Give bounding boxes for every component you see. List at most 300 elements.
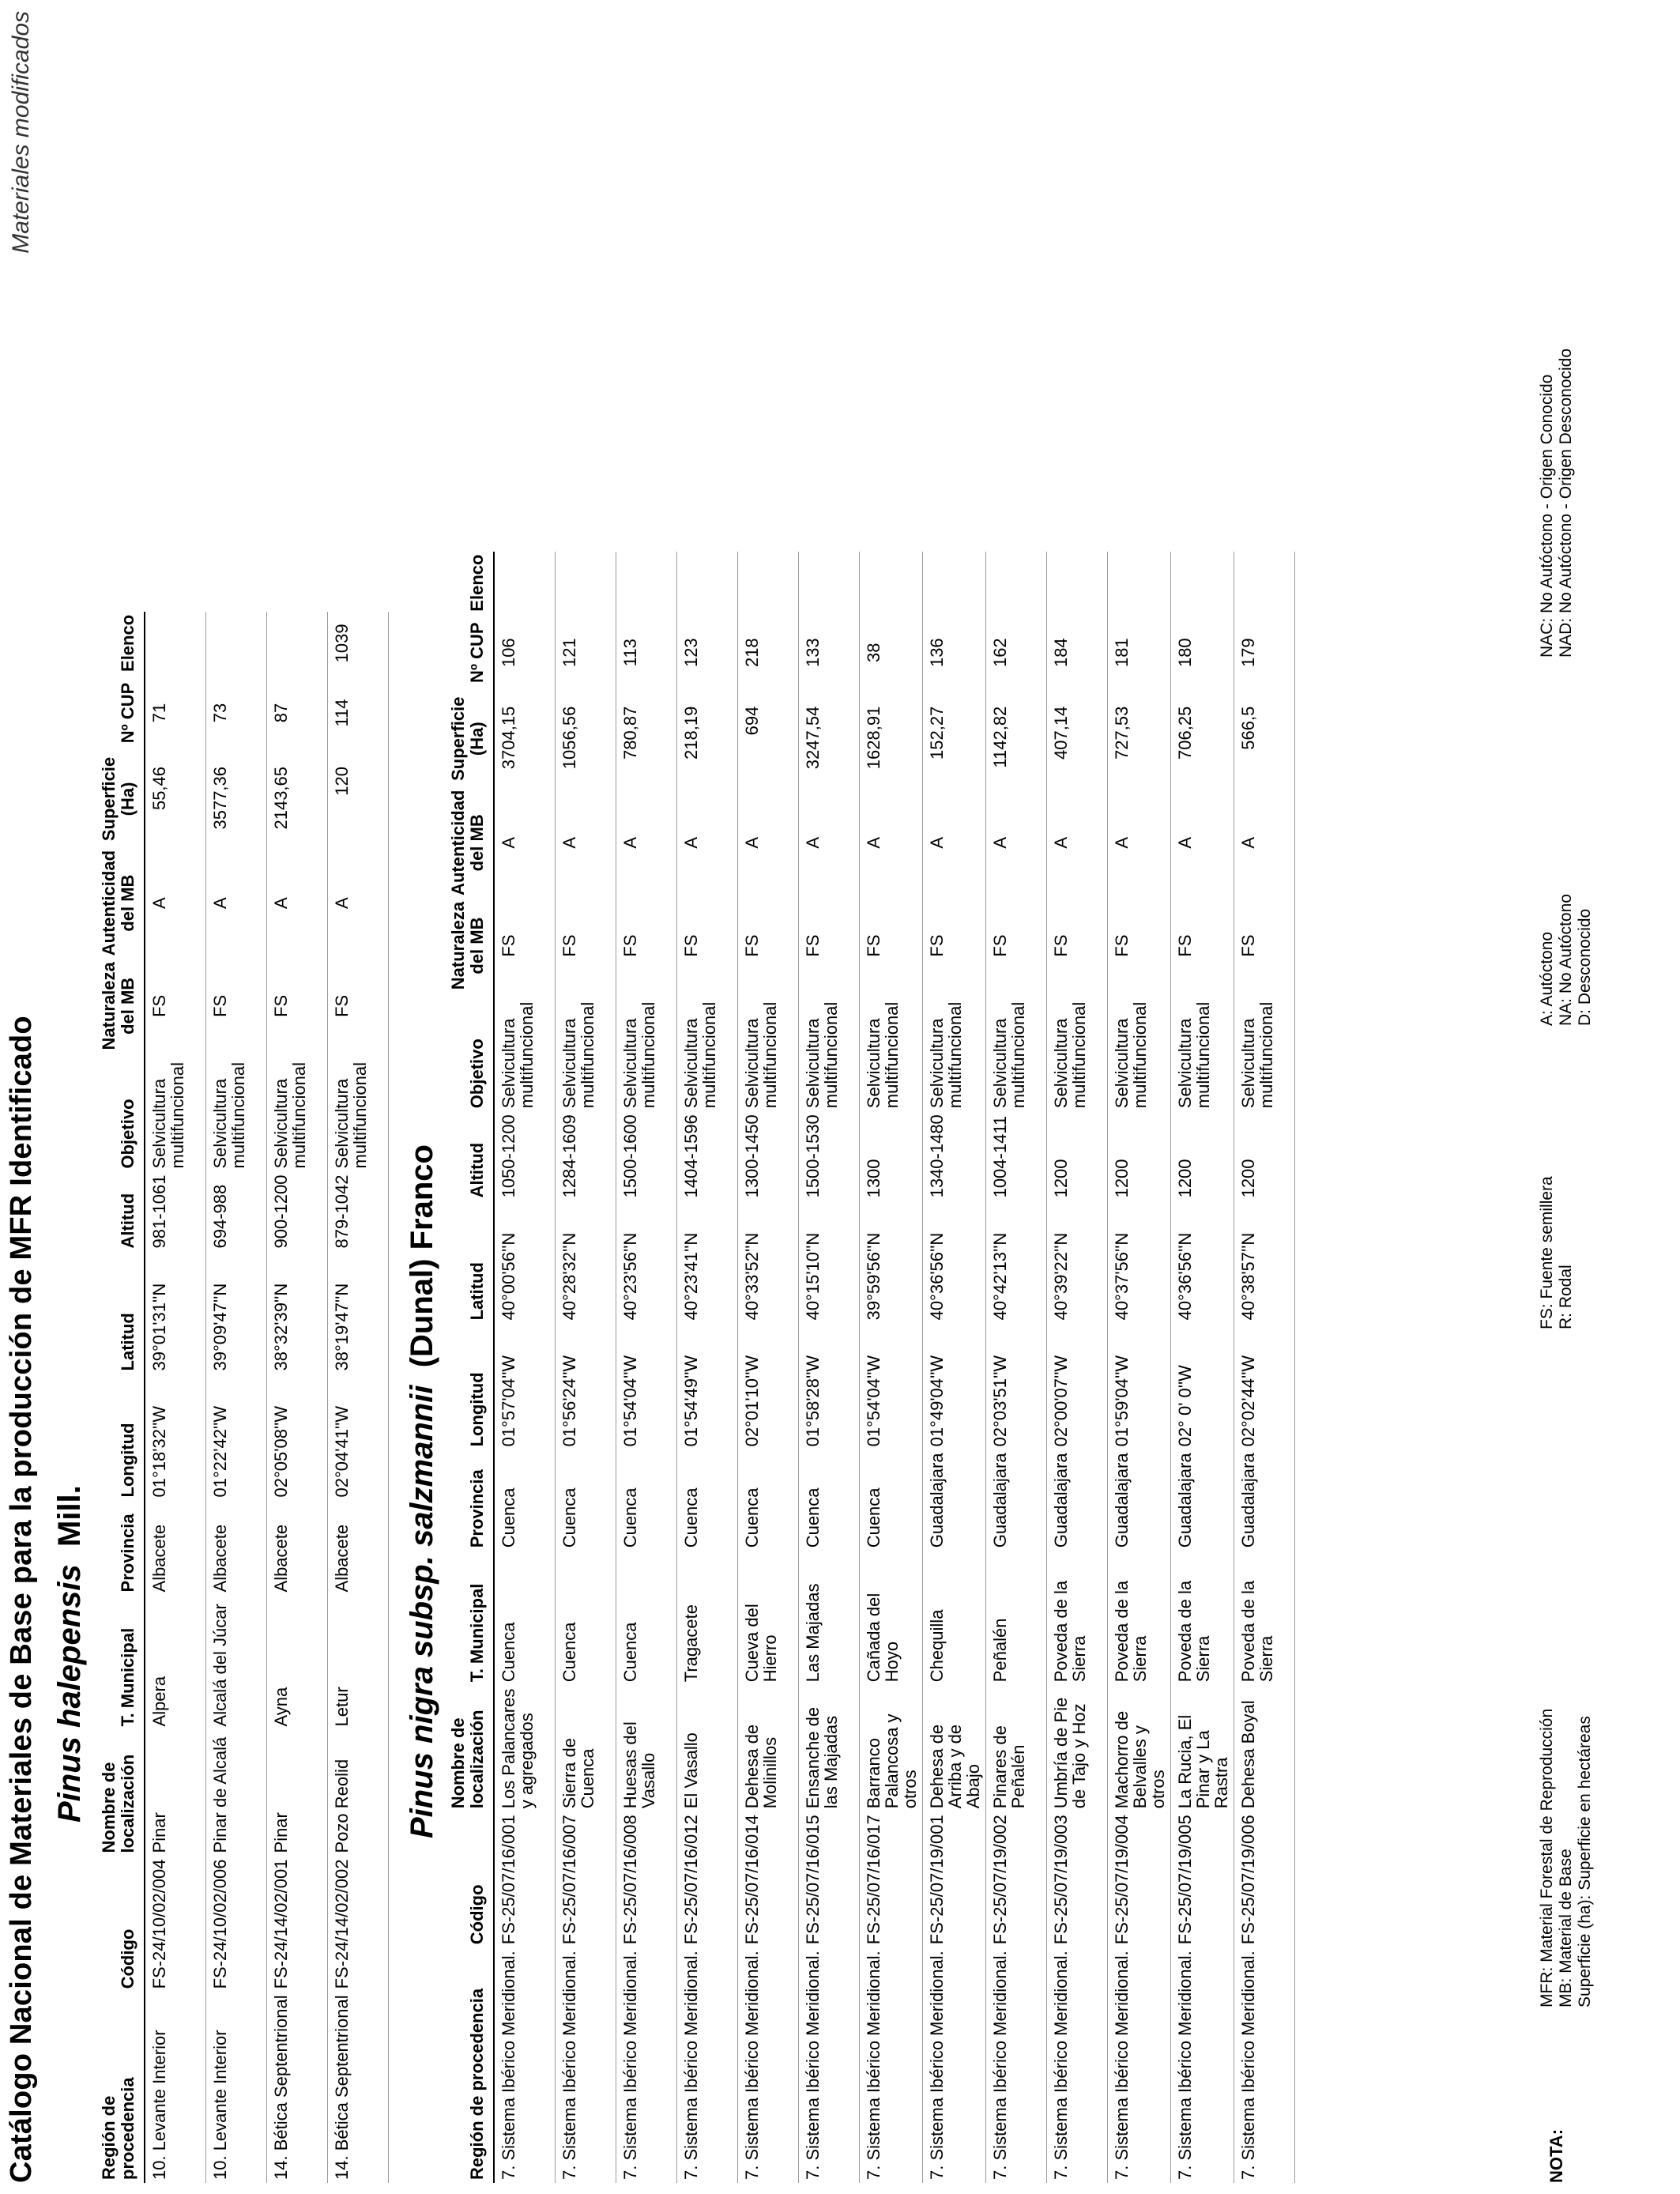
species-author: (Dunal) Franco xyxy=(405,1144,439,1368)
region-cell: 7. Sistema Ibérico Meridional. xyxy=(922,1947,985,2183)
municipality-cell: Cuenca xyxy=(555,1551,616,1685)
table-row xyxy=(205,612,266,2183)
cup-cell: 87 xyxy=(266,675,327,751)
elenco-cell xyxy=(555,552,616,615)
latitude-cell: 40°00'56''N xyxy=(494,1201,555,1323)
latitude-cell: 40°36'56''N xyxy=(922,1201,985,1323)
objective-cell: Selvicultura multifuncional xyxy=(266,1054,327,1172)
latitude-cell: 39°09'47''N xyxy=(205,1251,266,1374)
nature-cell: FS xyxy=(922,899,985,993)
nature-cell: FS xyxy=(616,899,676,993)
cup-cell: 180 xyxy=(1170,615,1234,691)
note-line: A: Autóctono xyxy=(1538,931,1556,1026)
objective-cell: Selvicultura multifuncional xyxy=(1107,993,1170,1111)
species-author: Mill. xyxy=(52,1485,87,1547)
column-header: Autenticidad del MB xyxy=(449,787,494,899)
latitude-cell: 39°59'56''N xyxy=(859,1201,922,1323)
code-cell: FS-25/07/19/001 xyxy=(922,1811,985,1947)
note-line: FS: Fuente semillera xyxy=(1538,1176,1556,1329)
column-header: Longitud xyxy=(449,1323,494,1449)
code-cell: FS-25/07/19/003 xyxy=(1046,1811,1107,1947)
municipality-cell: Cueva del Hierro xyxy=(737,1551,798,1685)
objective-cell: Selvicultura multifuncional xyxy=(1170,993,1234,1111)
longitude-cell: 01°49'04''W xyxy=(922,1323,985,1449)
table-row xyxy=(494,552,555,2183)
column-header: Latitud xyxy=(449,1201,494,1323)
header-note: Materiales modificados xyxy=(8,11,34,254)
altitude-cell: 1500-1600 xyxy=(616,1111,676,1201)
cup-cell: 71 xyxy=(145,675,205,751)
region-cell: 7. Sistema Ibérico Meridional. xyxy=(859,1947,922,2183)
authenticity-cell: A xyxy=(616,787,676,899)
location-cell: Pinar xyxy=(145,1729,205,1856)
nature-cell: FS xyxy=(1046,899,1107,993)
notes-column xyxy=(1538,1176,1576,1329)
region-cell: 7. Sistema Ibérico Meridional. xyxy=(1170,1947,1234,2183)
province-cell: Cuenca xyxy=(859,1449,922,1551)
authenticity-cell: A xyxy=(494,787,555,899)
province-cell: Cuenca xyxy=(494,1449,555,1551)
column-header: Autenticidad del MB xyxy=(100,847,145,959)
longitude-cell: 02°04'41''W xyxy=(327,1374,388,1500)
code-cell: FS-24/10/02/004 xyxy=(145,1856,205,1992)
authenticity-cell: A xyxy=(922,787,985,899)
location-cell: Dehesa de Molinillos xyxy=(737,1685,798,1811)
column-header: Longitud xyxy=(100,1374,145,1500)
note-line: NA: No Autóctono xyxy=(1557,894,1575,1026)
objective-cell: Selvicultura multifuncional xyxy=(798,993,859,1111)
objective-cell: Selvicultura multifuncional xyxy=(859,993,922,1111)
area-cell: 566,5 xyxy=(1234,691,1294,787)
area-cell: 1142,82 xyxy=(985,691,1046,787)
elenco-cell xyxy=(1170,552,1234,615)
cup-cell: 73 xyxy=(205,675,266,751)
code-cell: FS-25/07/16/007 xyxy=(555,1811,616,1947)
altitude-cell: 1200 xyxy=(1234,1111,1294,1201)
area-cell: 218,19 xyxy=(676,691,737,787)
province-cell: Albacete xyxy=(205,1500,266,1595)
column-header: Nombre de localización xyxy=(449,1685,494,1811)
table-row xyxy=(985,552,1046,2183)
column-header: Nombre de localización xyxy=(100,1729,145,1856)
area-cell: 120 xyxy=(327,751,388,847)
region-cell: 7. Sistema Ibérico Meridional. xyxy=(1046,1947,1107,2183)
table-row xyxy=(266,612,327,2183)
latitude-cell: 40°42'13''N xyxy=(985,1201,1046,1323)
longitude-cell: 02°05'08''W xyxy=(266,1374,327,1500)
location-cell: La Rucia, El Pinar y La Rastra xyxy=(1170,1685,1234,1811)
nature-cell: FS xyxy=(1107,899,1170,993)
region-cell: 7. Sistema Ibérico Meridional. xyxy=(676,1947,737,2183)
notes-column xyxy=(1538,349,1576,658)
longitude-cell: 01°54'49''W xyxy=(676,1323,737,1449)
table-row xyxy=(1107,552,1170,2183)
nature-cell: FS xyxy=(1170,899,1234,993)
column-header: Elenco xyxy=(100,612,145,675)
altitude-cell: 1500-1530 xyxy=(798,1111,859,1201)
province-cell: Guadalajara xyxy=(985,1449,1046,1551)
objective-cell: Selvicultura multifuncional xyxy=(205,1054,266,1172)
cup-cell: 136 xyxy=(922,615,985,691)
nature-cell: FS xyxy=(145,959,205,1053)
municipality-cell: Tragacete xyxy=(676,1551,737,1685)
cup-cell: 106 xyxy=(494,615,555,691)
table-row xyxy=(859,552,922,2183)
authenticity-cell: A xyxy=(859,787,922,899)
table-row xyxy=(798,552,859,2183)
location-cell: Dehesa de Arriba y de Abajo xyxy=(922,1685,985,1811)
table-row xyxy=(1234,552,1294,2183)
authenticity-cell: A xyxy=(1107,787,1170,899)
region-cell: 7. Sistema Ibérico Meridional. xyxy=(737,1947,798,2183)
table-row xyxy=(676,552,737,2183)
longitude-cell: 01°22'42''W xyxy=(205,1374,266,1500)
latitude-cell: 38°19'47''N xyxy=(327,1251,388,1374)
longitude-cell: 01°57'04''W xyxy=(494,1323,555,1449)
area-cell: 3577,36 xyxy=(205,751,266,847)
longitude-cell: 01°59'04''W xyxy=(1107,1323,1170,1449)
province-cell: Cuenca xyxy=(616,1449,676,1551)
column-header: Provincia xyxy=(449,1449,494,1551)
species-name: Pinus halepensis xyxy=(52,1564,87,1823)
table-row xyxy=(737,552,798,2183)
longitude-cell: 02°02'44''W xyxy=(1234,1323,1294,1449)
cup-cell: 184 xyxy=(1046,615,1107,691)
altitude-cell: 1300-1450 xyxy=(737,1111,798,1201)
authenticity-cell: A xyxy=(327,847,388,959)
altitude-cell: 1300 xyxy=(859,1111,922,1201)
code-cell: FS-25/07/19/006 xyxy=(1234,1811,1294,1947)
objective-cell: Selvicultura multifuncional xyxy=(1234,993,1294,1111)
code-cell: FS-25/07/19/004 xyxy=(1107,1811,1170,1947)
altitude-cell: 1050-1200 xyxy=(494,1111,555,1201)
location-cell: Pinares de Peñalén xyxy=(985,1685,1046,1811)
column-header: Región de procedencia xyxy=(100,1992,145,2183)
altitude-cell: 694-988 xyxy=(205,1172,266,1252)
altitude-cell: 1200 xyxy=(1107,1111,1170,1201)
location-cell: Pinar de Alcalá xyxy=(205,1729,266,1856)
municipality-cell: Alcalá del Júcar xyxy=(205,1595,266,1729)
objective-cell: Selvicultura multifuncional xyxy=(737,993,798,1111)
table-pinus-halepensis xyxy=(100,612,389,2183)
location-cell: Pozo Reolid xyxy=(327,1729,388,1856)
area-cell: 694 xyxy=(737,691,798,787)
elenco-cell xyxy=(985,552,1046,615)
code-cell: FS-25/07/16/017 xyxy=(859,1811,922,1947)
region-cell: 7. Sistema Ibérico Meridional. xyxy=(798,1947,859,2183)
elenco-cell xyxy=(859,552,922,615)
cup-cell: 38 xyxy=(859,615,922,691)
latitude-cell: 38°32'39''N xyxy=(266,1251,327,1374)
column-header: T. Municipal xyxy=(100,1595,145,1729)
authenticity-cell: A xyxy=(1170,787,1234,899)
cup-cell: 121 xyxy=(555,615,616,691)
column-header: Superficie (Ha) xyxy=(449,691,494,787)
elenco-cell xyxy=(798,552,859,615)
cup-cell: 179 xyxy=(1234,615,1294,691)
authenticity-cell: A xyxy=(145,847,205,959)
municipality-cell: Poveda de la Sierra xyxy=(1234,1551,1294,1685)
latitude-cell: 39°01'31''N xyxy=(145,1251,205,1374)
objective-cell: Selvicultura multifuncional xyxy=(676,993,737,1111)
region-cell: 10. Levante Interior xyxy=(205,1992,266,2183)
longitude-cell: 01°54'04''W xyxy=(859,1323,922,1449)
elenco-cell xyxy=(145,612,205,675)
municipality-cell: Cuenca xyxy=(494,1551,555,1685)
municipality-cell: Chequilla xyxy=(922,1551,985,1685)
page-title: Catálogo Nacional de Materiales de Base para la producción de MFR Identificado xyxy=(5,1016,38,2183)
notes-label: NOTA: xyxy=(1546,2128,1566,2183)
area-cell: 55,46 xyxy=(145,751,205,847)
location-cell: Sierra de Cuenca xyxy=(555,1685,616,1811)
code-cell: FS-24/14/02/002 xyxy=(327,1856,388,1992)
location-cell: Ensanche de las Majadas xyxy=(798,1685,859,1811)
column-header: Naturaleza del MB xyxy=(100,959,145,1053)
region-cell: 7. Sistema Ibérico Meridional. xyxy=(616,1947,676,2183)
column-header: Objetivo xyxy=(449,993,494,1111)
longitude-cell: 01°56'24''W xyxy=(555,1323,616,1449)
altitude-cell: 1200 xyxy=(1170,1111,1234,1201)
altitude-cell: 981-1061 xyxy=(145,1172,205,1252)
cup-cell: 123 xyxy=(676,615,737,691)
latitude-cell: 40°39'22''N xyxy=(1046,1201,1107,1323)
elenco-cell xyxy=(266,612,327,675)
altitude-cell: 1004-1411 xyxy=(985,1111,1046,1201)
table-row xyxy=(922,552,985,2183)
column-header: Objetivo xyxy=(100,1054,145,1172)
location-cell: El Vasallo xyxy=(676,1685,737,1811)
elenco-cell xyxy=(616,552,676,615)
area-cell: 407,14 xyxy=(1046,691,1107,787)
latitude-cell: 40°38'57''N xyxy=(1234,1201,1294,1323)
objective-cell: Selvicultura multifuncional xyxy=(1046,993,1107,1111)
province-cell: Cuenca xyxy=(737,1449,798,1551)
longitude-cell: 01°18'32''W xyxy=(145,1374,205,1500)
objective-cell: Selvicultura multifuncional xyxy=(616,993,676,1111)
region-cell: 7. Sistema Ibérico Meridional. xyxy=(1107,1947,1170,2183)
column-header: Nº CUP xyxy=(100,675,145,751)
area-cell: 706,25 xyxy=(1170,691,1234,787)
code-cell: FS-25/07/16/015 xyxy=(798,1811,859,1947)
elenco-cell xyxy=(922,552,985,615)
authenticity-cell: A xyxy=(266,847,327,959)
location-cell: Umbría de Pie de Tajo y Hoz xyxy=(1046,1685,1107,1811)
objective-cell: Selvicultura multifuncional xyxy=(985,993,1046,1111)
latitude-cell: 40°23'41''N xyxy=(676,1201,737,1323)
province-cell: Guadalajara xyxy=(1170,1449,1234,1551)
column-header: Altitud xyxy=(100,1172,145,1252)
authenticity-cell: A xyxy=(1046,787,1107,899)
nature-cell: FS xyxy=(859,899,922,993)
objective-cell: Selvicultura multifuncional xyxy=(494,993,555,1111)
column-header: Latitud xyxy=(100,1251,145,1374)
table-row xyxy=(1170,552,1234,2183)
latitude-cell: 40°23'56''N xyxy=(616,1201,676,1323)
municipality-cell: Cuenca xyxy=(616,1551,676,1685)
objective-cell: Selvicultura multifuncional xyxy=(922,993,985,1111)
altitude-cell: 1200 xyxy=(1046,1111,1107,1201)
note-line: NAD: No Autóctono - Origen Desconocido xyxy=(1557,348,1575,658)
table-row xyxy=(555,552,616,2183)
column-header: Código xyxy=(449,1811,494,1947)
elenco-cell xyxy=(676,552,737,615)
province-cell: Guadalajara xyxy=(1046,1449,1107,1551)
objective-cell: Selvicultura multifuncional xyxy=(145,1054,205,1172)
nature-cell: FS xyxy=(737,899,798,993)
table-row xyxy=(327,612,388,2183)
header-row xyxy=(449,552,494,2183)
municipality-cell: Ayna xyxy=(266,1595,327,1729)
location-cell: Los Palancares y agregados xyxy=(494,1685,555,1811)
note-line: NAC: No Autóctono - Origen Conocido xyxy=(1538,374,1556,658)
objective-cell: Selvicultura multifuncional xyxy=(555,993,616,1111)
column-header: Naturaleza del MB xyxy=(449,899,494,993)
code-cell: FS-24/14/02/001 xyxy=(266,1856,327,1992)
table-row xyxy=(616,552,676,2183)
latitude-cell: 40°28'32''N xyxy=(555,1201,616,1323)
province-cell: Guadalajara xyxy=(922,1449,985,1551)
region-cell: 7. Sistema Ibérico Meridional. xyxy=(985,1947,1046,2183)
authenticity-cell: A xyxy=(205,847,266,959)
longitude-cell: 02°03'51''W xyxy=(985,1323,1046,1449)
altitude-cell: 1284-1609 xyxy=(555,1111,616,1201)
authenticity-cell: A xyxy=(737,787,798,899)
province-cell: Albacete xyxy=(266,1500,327,1595)
municipality-cell: Cañada del Hoyo xyxy=(859,1551,922,1685)
area-cell: 152,27 xyxy=(922,691,985,787)
column-header: Elenco xyxy=(449,552,494,615)
nature-cell: FS xyxy=(266,959,327,1053)
location-cell: Dehesa Boyal xyxy=(1234,1685,1294,1811)
elenco-cell: 1039 xyxy=(327,612,388,675)
area-cell: 3247,54 xyxy=(798,691,859,787)
section-title-pinus-nigra xyxy=(405,1144,440,1838)
column-header: Altitud xyxy=(449,1111,494,1201)
municipality-cell: Peñalén xyxy=(985,1551,1046,1685)
note-line: Superficie (ha): Superficie en hectáreas xyxy=(1576,1716,1594,2007)
column-header: Provincia xyxy=(100,1500,145,1595)
cup-cell: 113 xyxy=(616,615,676,691)
latitude-cell: 40°33'52''N xyxy=(737,1201,798,1323)
nature-cell: FS xyxy=(327,959,388,1053)
altitude-cell: 879-1042 xyxy=(327,1172,388,1252)
cup-cell: 162 xyxy=(985,615,1046,691)
objective-cell: Selvicultura multifuncional xyxy=(327,1054,388,1172)
location-cell: Pinar xyxy=(266,1729,327,1856)
column-header: Superficie (Ha) xyxy=(100,751,145,847)
region-cell: 7. Sistema Ibérico Meridional. xyxy=(494,1947,555,2183)
location-cell: Huesas del Vasallo xyxy=(616,1685,676,1811)
province-cell: Cuenca xyxy=(555,1449,616,1551)
location-cell: Barranco Palancosa y otros xyxy=(859,1685,922,1811)
nature-cell: FS xyxy=(798,899,859,993)
province-cell: Guadalajara xyxy=(1234,1449,1294,1551)
municipality-cell: Las Majadas xyxy=(798,1551,859,1685)
altitude-cell: 1340-1480 xyxy=(922,1111,985,1201)
altitude-cell: 1404-1596 xyxy=(676,1111,737,1201)
municipality-cell: Poveda de la Sierra xyxy=(1046,1551,1107,1685)
province-cell: Albacete xyxy=(145,1500,205,1595)
nature-cell: FS xyxy=(1234,899,1294,993)
elenco-cell xyxy=(1046,552,1107,615)
nature-cell: FS xyxy=(555,899,616,993)
code-cell: FS-25/07/16/012 xyxy=(676,1811,737,1947)
table-row xyxy=(145,612,205,2183)
nature-cell: FS xyxy=(205,959,266,1053)
cup-cell: 114 xyxy=(327,675,388,751)
code-cell: FS-24/10/02/006 xyxy=(205,1856,266,1992)
province-cell: Albacete xyxy=(327,1500,388,1595)
altitude-cell: 900-1200 xyxy=(266,1172,327,1252)
area-cell: 1628,91 xyxy=(859,691,922,787)
note-line: D: Desconocido xyxy=(1576,908,1594,1026)
code-cell: FS-25/07/16/001 xyxy=(494,1811,555,1947)
province-cell: Cuenca xyxy=(676,1449,737,1551)
authenticity-cell: A xyxy=(1234,787,1294,899)
code-cell: FS-25/07/16/014 xyxy=(737,1811,798,1947)
area-cell: 1056,56 xyxy=(555,691,616,787)
area-cell: 780,87 xyxy=(616,691,676,787)
longitude-cell: 01°58'28''W xyxy=(798,1323,859,1449)
code-cell: FS-25/07/19/005 xyxy=(1170,1811,1234,1947)
longitude-cell: 02°01'10''W xyxy=(737,1323,798,1449)
cup-cell: 133 xyxy=(798,615,859,691)
area-cell: 727,53 xyxy=(1107,691,1170,787)
column-header: Código xyxy=(100,1856,145,1992)
species-name: Pinus nigra subsp. salzmannii xyxy=(405,1385,439,1838)
area-cell: 3704,15 xyxy=(494,691,555,787)
cup-cell: 181 xyxy=(1107,615,1170,691)
notes-column xyxy=(1538,1709,1595,2007)
authenticity-cell: A xyxy=(676,787,737,899)
nature-cell: FS xyxy=(985,899,1046,993)
notes-column xyxy=(1538,894,1595,1026)
municipality-cell: Poveda de la Sierra xyxy=(1170,1551,1234,1685)
column-header: Nº CUP xyxy=(449,615,494,691)
authenticity-cell: A xyxy=(985,787,1046,899)
elenco-cell xyxy=(205,612,266,675)
code-cell: FS-25/07/16/008 xyxy=(616,1811,676,1947)
municipality-cell: Poveda de la Sierra xyxy=(1107,1551,1170,1685)
note-line: R: Rodal xyxy=(1557,1265,1575,1329)
location-cell: Machorro de Belvalles y otros xyxy=(1107,1685,1170,1811)
municipality-cell: Letur xyxy=(327,1595,388,1729)
nature-cell: FS xyxy=(676,899,737,993)
note-line: MB: Material de Base xyxy=(1557,1849,1575,2007)
latitude-cell: 40°37'56''N xyxy=(1107,1201,1170,1323)
province-cell: Cuenca xyxy=(798,1449,859,1551)
nature-cell: FS xyxy=(494,899,555,993)
region-cell: 7. Sistema Ibérico Meridional. xyxy=(555,1947,616,2183)
elenco-cell xyxy=(494,552,555,615)
note-line: MFR: Material Forestal de Reproducción xyxy=(1538,1708,1556,2007)
elenco-cell xyxy=(737,552,798,615)
longitude-cell: 01°54'04''W xyxy=(616,1323,676,1449)
column-header: T. Municipal xyxy=(449,1551,494,1685)
municipality-cell: Alpera xyxy=(145,1595,205,1729)
latitude-cell: 40°36'56''N xyxy=(1170,1201,1234,1323)
table-pinus-nigra xyxy=(449,552,1295,2183)
elenco-cell xyxy=(1107,552,1170,615)
authenticity-cell: A xyxy=(555,787,616,899)
region-cell: 7. Sistema Ibérico Meridional. xyxy=(1234,1947,1294,2183)
section-title-pinus-halepensis xyxy=(52,1485,88,1823)
area-cell: 2143,65 xyxy=(266,751,327,847)
elenco-cell xyxy=(1234,552,1294,615)
header-row xyxy=(100,612,145,2183)
longitude-cell: 02°00'07''W xyxy=(1046,1323,1107,1449)
province-cell: Guadalajara xyxy=(1107,1449,1170,1551)
